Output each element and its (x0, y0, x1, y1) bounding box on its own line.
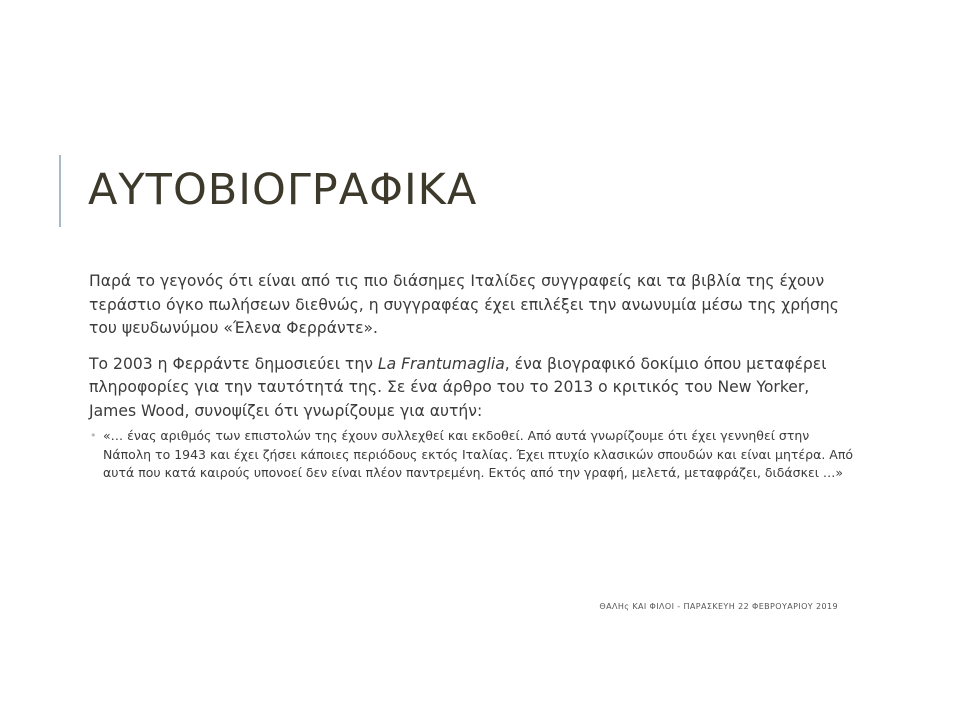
bullet-icon: • (90, 429, 97, 442)
paragraph-intro: Παρά το γεγονός ότι είναι από τις πιο διάσημες Ιταλίδες συγγραφείς και τα βιβλία της έχουν τεράστιο όγκο πωλήσεων διεθνώς, η συγγραφέας έχει επιλέξει την ανωνυμία μέσω της χρήσης του ψευδωνύμου «Έλενα Φερράντε». (89, 272, 839, 337)
quote-list-item (89, 427, 859, 483)
slide-footer: ΘΑΛΗς ΚΑΙ ΦΙΛΟΙ - ΠΑΡΑΣΚΕΥΗ 22 ΦΕΒΡΟΥΑΡΙΟΥ 2019 (599, 602, 838, 611)
slide-title: ΑΥΤΟΒΙΟΓΡΑΦΙΚΑ (88, 165, 478, 215)
paragraph-frantumaglia-before: Το 2003 η Φερράντε δημοσιεύει την (89, 354, 378, 373)
paragraph-frantumaglia (89, 353, 859, 424)
book-title: La Frantumaglia (377, 354, 505, 373)
slide-body (89, 270, 859, 483)
title-accent-line (59, 155, 61, 227)
paragraph-frantumaglia-after: , ένα βιογραφικό δοκίμιο όπου μεταφέρει πληροφορίες για την ταυτότητά της. Σε ένα άρθρο του το 2013 ο κριτικός του New Yorker, James Wood, συνοψίζει ότι γνωρίζουμε για αυτήν: (89, 354, 827, 420)
quote-text: «… ένας αριθμός των επιστολών της έχουν συλλεχθεί και εκδοθεί. Από αυτά γνωρίζουμε ότι έχει γεννηθεί στην Νάπολη το 1943 και έχει ζήσει κάποιες περιόδους εκτός Ιταλίας. Έχει πτυχίο κλασικών σπουδών και είναι μητέρα. Από αυτά που κατά καιρούς υπονοεί δεν είναι πλέον παντρεμένη. Εκτός από την γραφή, μελετά, μεταφράζει, διδάσκει …» (103, 428, 853, 480)
